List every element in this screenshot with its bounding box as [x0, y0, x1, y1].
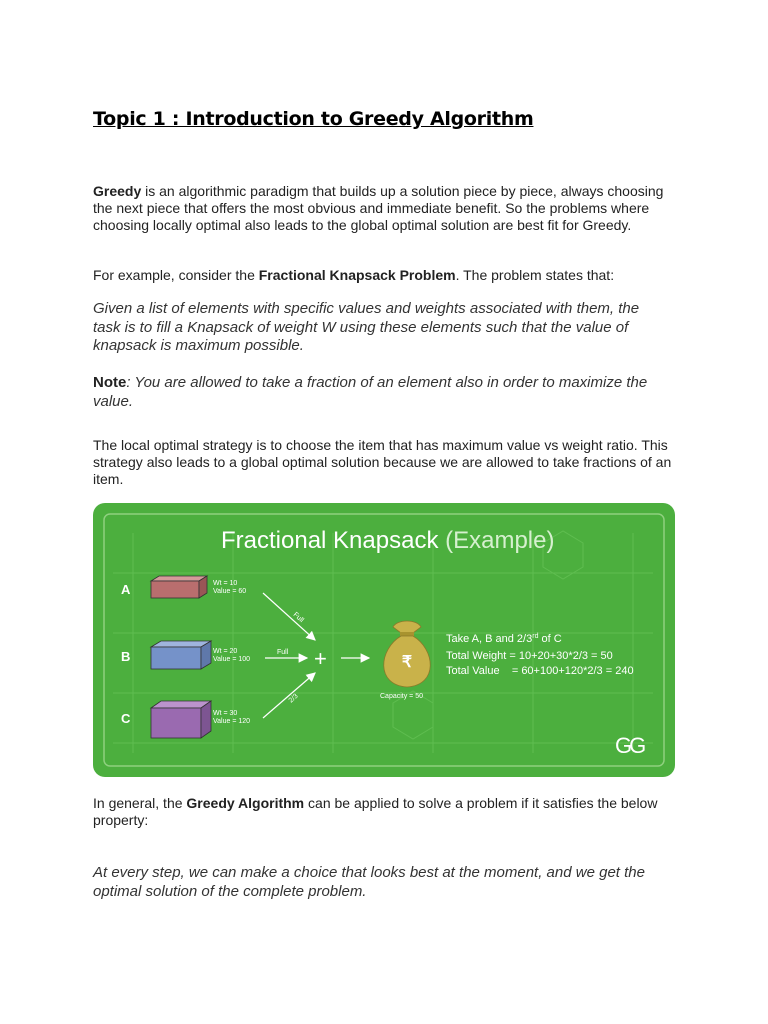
item-a-value: Value = 60 [213, 588, 247, 595]
item-a-weight: Wt = 10 [213, 580, 238, 587]
item-a-box [151, 576, 207, 598]
arrow-c [263, 673, 315, 718]
example-bold: Fractional Knapsack Problem [258, 267, 456, 283]
general-post: can be applied to solve a problem if it satisfies the below property: [93, 795, 658, 828]
intro-paragraph [93, 183, 675, 234]
greedy-property: At every step, we can make a choice that looks best at the moment, and we get the optimal solution of the complete problem. [93, 864, 645, 900]
example-paragraph [93, 267, 675, 284]
capacity-label: Capacity = 50 [380, 693, 423, 700]
general-paragraph [93, 795, 675, 829]
gfg-logo: GG [615, 733, 644, 758]
problem-statement: Given a list of elements with specific values and weights associated with them, the task is to fill a Knapsack of weight W using these elements such that the value of knapsack is maximum possible. [93, 300, 640, 354]
result-line-2: Total Weight = 10+20+30*2/3 = 50 [446, 650, 613, 662]
item-b-value: Value = 100 [213, 656, 251, 663]
item-b-box [151, 641, 211, 669]
note-text: : You are allowed to take a fraction of an element also in order to maximize the value. [93, 374, 648, 410]
item-b-label: B [121, 649, 131, 664]
general-pre: In general, the [93, 795, 187, 811]
arrow-c-label: 2/3 [287, 692, 300, 705]
knapsack-figure [93, 503, 675, 777]
item-c-box [151, 701, 211, 738]
result-line-3: Total Value = 60+100+120*2/3 = 240 [446, 665, 634, 677]
item-c-label: C [121, 711, 131, 726]
intro-text: is an algorithmic paradigm that builds up a solution piece by piece, always choosing the next piece that offers the most obvious and immediate benefit. So the problems where choosing locally optimal also leads to the global optimal solution are best fit for Greedy. [93, 183, 664, 233]
item-b-weight: Wt = 20 [213, 648, 238, 655]
note-paragraph [93, 374, 653, 411]
currency-symbol: ₹ [401, 654, 413, 671]
page-title: Topic 1 : Introduction to Greedy Algorithm [93, 108, 534, 130]
item-c-weight: Wt = 30 [213, 710, 238, 717]
plus-sign: + [314, 646, 327, 671]
general-bold: Greedy Algorithm [186, 795, 305, 811]
figure-title: Fractional Knapsack (Example) [221, 527, 555, 554]
result-line-1: Take A, B and 2/3rd of C [446, 633, 562, 645]
arrow-b-label: Full [277, 649, 289, 656]
example-post: . The problem states that: [455, 267, 615, 283]
example-pre: For example, consider the [93, 267, 259, 283]
arrow-a-label: Full [291, 611, 305, 625]
knapsack-diagram [93, 503, 675, 777]
item-c-value: Value = 120 [213, 718, 251, 725]
strategy-paragraph: The local optimal strategy is to choose the item that has maximum value vs weight ratio. This strategy also leads to a global optimal solution because we are allowed to take fractions of an item. [93, 437, 672, 487]
note-bold: Note [93, 374, 127, 391]
item-a-label: A [121, 582, 131, 597]
intro-bold: Greedy [93, 183, 142, 199]
